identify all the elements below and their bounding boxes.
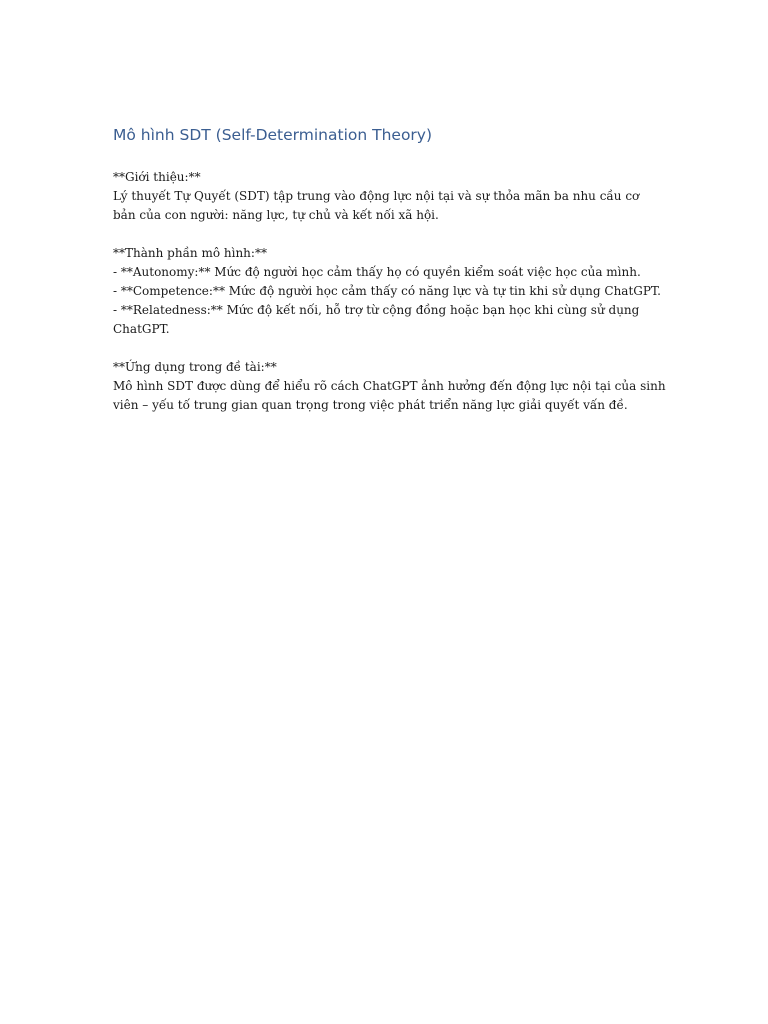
section-application bbox=[113, 358, 673, 415]
section-introduction bbox=[113, 168, 673, 225]
section-heading: **Giới thiệu:** bbox=[113, 170, 201, 184]
text-line: Lý thuyết Tự Quyết (SDT) tập trung vào động lực nội tại và sự thỏa mãn ba nhu cầu cơ bbox=[113, 189, 640, 203]
paragraph-gap bbox=[113, 339, 673, 358]
text-line: bản của con người: năng lực, tự chủ và kết nối xã hội. bbox=[113, 208, 439, 222]
text-line: viên – yếu tố trung gian quan trọng trong việc phát triển năng lực giải quyết vấn đề. bbox=[113, 398, 628, 412]
document-title: Mô hình SDT (Self-Determination Theory) bbox=[113, 126, 433, 144]
bullet-relatedness: - **Relatedness:** Mức độ kết nối, hỗ trợ từ cộng đồng hoặc bạn học khi cùng sử dụng bbox=[113, 303, 640, 317]
section-components bbox=[113, 244, 673, 339]
paragraph-gap bbox=[113, 225, 673, 244]
bullet-autonomy: - **Autonomy:** Mức độ người học cảm thấy họ có quyền kiểm soát việc học của mình. bbox=[113, 265, 641, 279]
section-heading: **Thành phần mô hình:** bbox=[113, 246, 267, 260]
text-line: Mô hình SDT được dùng để hiểu rõ cách ChatGPT ảnh hưởng đến động lực nội tại của sinh bbox=[113, 379, 666, 393]
bullet-competence: - **Competence:** Mức độ người học cảm thấy có năng lực và tự tin khi sử dụng ChatGPT. bbox=[113, 284, 661, 298]
text-line: ChatGPT. bbox=[113, 322, 170, 336]
section-heading: **Ứng dụng trong đề tài:** bbox=[113, 360, 277, 374]
document-content bbox=[113, 124, 673, 415]
